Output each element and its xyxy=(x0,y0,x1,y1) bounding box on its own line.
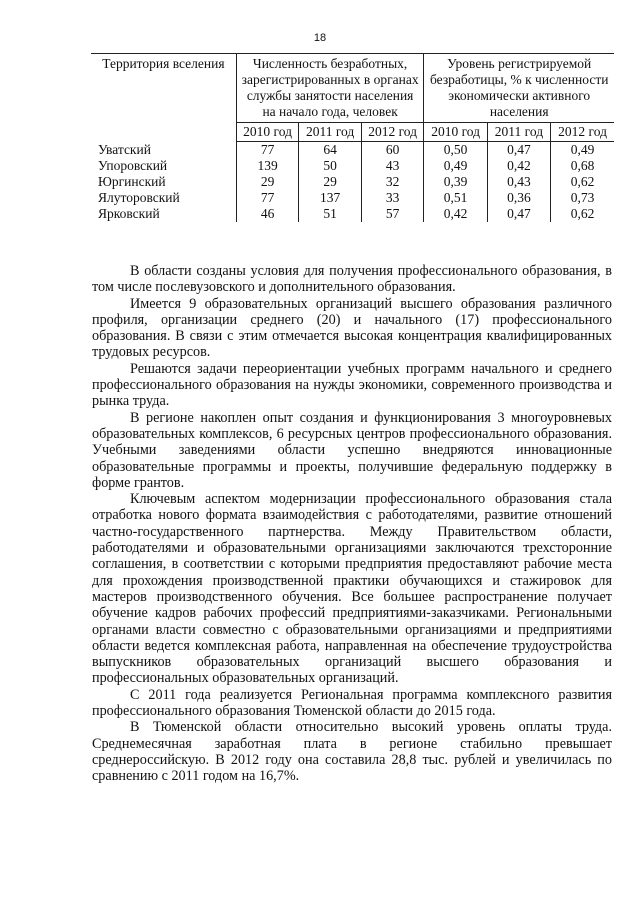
year-header: 2012 год xyxy=(361,123,424,142)
unemployment-table xyxy=(91,53,614,222)
table-cell: 64 xyxy=(299,142,362,159)
paragraph: В области созданы условия для получения профессионального образования, в том числе послевузовского и дополнительного образования. xyxy=(92,263,612,296)
header-unemployed-count: Численность безработных, зарегистрированных в органах службы занятости населения на начало года, человек xyxy=(236,54,424,123)
year-header: 2012 год xyxy=(551,123,614,142)
table-cell: 32 xyxy=(361,174,424,190)
table-cell: 50 xyxy=(299,158,362,174)
table-cell: 0,51 xyxy=(424,190,487,206)
table-row xyxy=(91,206,614,222)
territory-name: Ярковский xyxy=(98,206,160,221)
table-cell: 0,49 xyxy=(424,158,487,174)
table-cell: 0,47 xyxy=(487,206,550,222)
table-cell: 46 xyxy=(236,206,299,222)
table-row xyxy=(91,174,614,190)
territory-name: Ялуторовский xyxy=(98,190,180,205)
body-text xyxy=(92,263,612,785)
table-cell: 77 xyxy=(236,142,299,159)
header-territory: Территория вселения xyxy=(91,54,236,142)
year-header: 2011 год xyxy=(299,123,362,142)
table-cell: 0,73 xyxy=(551,190,614,206)
page-number: 18 xyxy=(313,32,327,44)
year-header: 2010 год xyxy=(236,123,299,142)
paragraph: В Тюменской области относительно высокий уровень оплаты труда. Среднемесячная заработная плата в регионе стабильно превышает среднероссийскую. В 2012 году она составила 28,8 тыс. рублей и увеличилась по сравнению с 2011 годом на 16,7%. xyxy=(92,719,612,785)
paragraph: Решаются задачи переориентации учебных программ начального и среднего профессионального образования на нужды экономики, современного производства и рынка труда. xyxy=(92,360,612,410)
table-row xyxy=(91,158,614,174)
paragraph: Имеется 9 образовательных организаций высшего образования различного профиля, организации среднего (20) и начального (17) профессионального образования. В связи с этим отмечается высокая концентрация квалифицированных трудовых ресурсов. xyxy=(92,295,612,361)
table-cell: 0,42 xyxy=(424,206,487,222)
year-header: 2010 год xyxy=(424,123,487,142)
table-cell: 0,43 xyxy=(487,174,550,190)
territory-name: Юргинский xyxy=(98,174,166,189)
table-cell: 0,68 xyxy=(551,158,614,174)
table-cell: 51 xyxy=(299,206,362,222)
table-cell: 77 xyxy=(236,190,299,206)
territory-name: Уватский xyxy=(98,141,151,157)
table-row xyxy=(91,190,614,206)
table-row xyxy=(91,142,614,159)
table-cell: 0,39 xyxy=(424,174,487,190)
table-cell: 0,62 xyxy=(551,206,614,222)
table-cell: 29 xyxy=(299,174,362,190)
table-cell: 137 xyxy=(299,190,362,206)
table-cell: 0,50 xyxy=(424,142,487,159)
table-cell: 0,47 xyxy=(487,142,550,159)
paragraph: С 2011 года реализуется Региональная программа комплексного развития профессионального образования Тюменской области до 2015 года. xyxy=(92,686,612,720)
table-cell: 0,42 xyxy=(487,158,550,174)
table-cell: 139 xyxy=(236,158,299,174)
table-cell: 29 xyxy=(236,174,299,190)
table-cell: 33 xyxy=(361,190,424,206)
header-unemployment-rate: Уровень регистрируемой безработицы, % к численности экономически активного населения xyxy=(424,54,614,123)
table-cell: 0,36 xyxy=(487,190,550,206)
territory-name: Упоровский xyxy=(98,158,168,173)
table-cell: 57 xyxy=(361,206,424,222)
table-cell: 60 xyxy=(361,142,424,159)
table-cell: 43 xyxy=(361,158,424,174)
table-cell: 0,49 xyxy=(551,142,614,159)
paragraph: Ключевым аспектом модернизации профессионального образования стала отработка нового формата взаимодействия с работодателями, развитие отношений частно-государственного партнерства. Между Правительством области, работодателями и образовательными организациями заключаются трехсторонние соглашения, в соответствии с которыми предприятия предоставляют рабочие места для прохождения производственной практики обучающихся и стажировок для мастеров производственного обучения. Все большее распространение получает обучение кадров рабочих профессий предприятиями-заказчиками. Региональными органами власти совместно с образовательными организациями и предприятиями области ведется комплексная работа, направленная на обеспечение трудоустройства выпускников образовательных организаций высшего образования и профессиональных образовательных организаций. xyxy=(92,491,612,687)
table-cell: 0,62 xyxy=(551,174,614,190)
paragraph: В регионе накоплен опыт создания и функционирования 3 многоуровневых образовательных комплексов, 6 ресурсных центров профессионального образования. Учебными заведениями области успешно внедряются инновационные образовательные программы и проекты, получившие федеральную поддержку в форме грантов. xyxy=(92,409,612,491)
year-header: 2011 год xyxy=(487,123,550,142)
